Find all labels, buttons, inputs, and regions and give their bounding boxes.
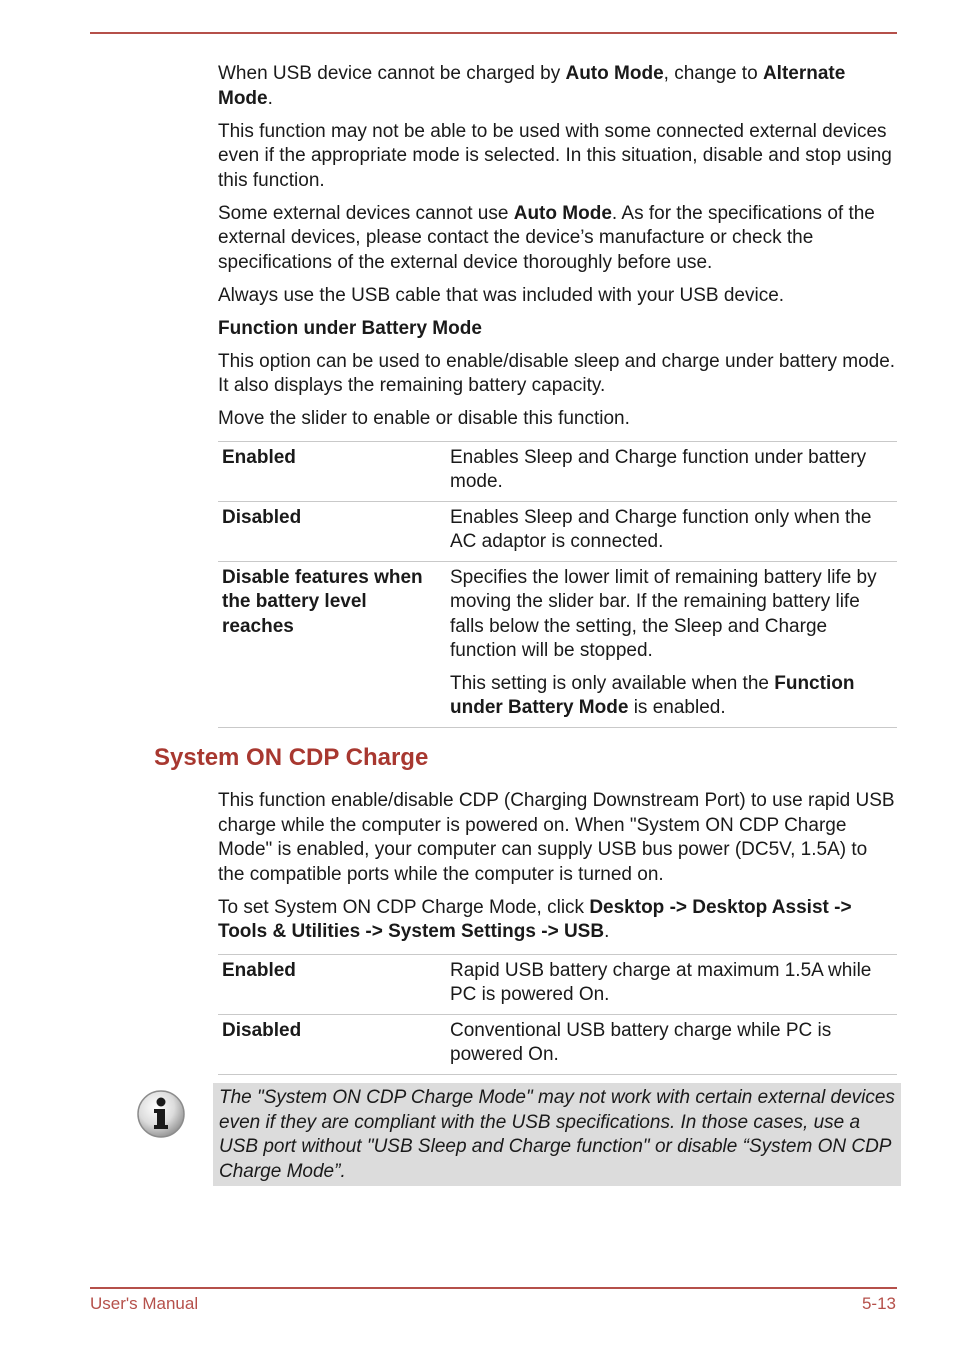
row-description-text: Specifies the lower limit of remaining battery life by moving the slider bar. If the remaining battery life falls below the setting, the Sleep and Charge function will be stopped. [450, 566, 877, 661]
row-term: Enabled [222, 446, 296, 468]
row-description: Enables Sleep and Charge function only when the AC adaptor is connected. [450, 506, 872, 552]
row-description-note [450, 672, 893, 721]
row-term: Enabled [222, 959, 296, 981]
text-run: This setting is only available when the [450, 672, 775, 694]
bold-run: Function under Battery Mode [450, 672, 855, 718]
text-run: To set System ON CDP Charge Mode, click [218, 896, 590, 918]
row-term: Disable features when the battery level reaches [222, 566, 423, 637]
bold-run: Auto Mode [565, 63, 664, 84]
section-paragraph-1: This function enable/disable CDP (Charging Downstream Port) to use rapid USB charge while the computer is powered on. When "System ON CDP Charge Mode" is enabled, your computer can supply USB bus power (DC5V, 1.5A) to the compatible ports while the computer is turned on. [218, 790, 895, 885]
row-term: Disabled [222, 1019, 302, 1041]
section-content [218, 789, 898, 1075]
intro-paragraph-6: Move the slider to enable or disable this function. [218, 408, 630, 429]
text-run: , change to [663, 63, 763, 84]
table-row [218, 561, 897, 727]
note-text: The "System ON CDP Charge Mode" may not work with certain external devices even if they are compliant with the USB specifications. In those cases, use a USB port without "USB Sleep and Charge function" or disable “System ON CDP Charge Mode”. [219, 1087, 895, 1182]
intro-paragraph-2: This function may not be able to be used with some connected external devices even if the appropriate mode is selected. In this situation, disable and stop using this function. [218, 120, 892, 191]
text-run: Some external devices cannot use [218, 202, 514, 224]
table-row [218, 1014, 897, 1074]
row-description: Rapid USB battery charge at maximum 1.5A while PC is powered On. [450, 959, 872, 1005]
row-description: Conventional USB battery charge while PC is powered On. [450, 1019, 832, 1065]
text-run: . [267, 87, 273, 109]
footer-manual-title: User's Manual [90, 1294, 199, 1313]
bold-run: Auto Mode [513, 202, 612, 224]
note-box [213, 1083, 901, 1186]
bold-run: Alternate Mode [218, 63, 846, 109]
subheading-battery-mode: Function under Battery Mode [218, 317, 482, 339]
text-run: . As for the specifications of the external devices, please contact the device’s manufacture or check the specifications of the external device thoroughly before use. [218, 202, 875, 273]
table-row [218, 954, 897, 1014]
intro-paragraph-5: This option can be used to enable/disable sleep and charge under battery mode. It also displays the remaining battery capacity. [218, 350, 896, 396]
cdp-charge-table [218, 954, 897, 1075]
intro-content [218, 62, 898, 728]
info-icon [136, 1089, 186, 1139]
row-term: Disabled [222, 506, 302, 528]
header-rule [90, 32, 897, 34]
text-run: is enabled. [628, 697, 726, 718]
intro-paragraph-1 [218, 62, 898, 111]
table-row [218, 501, 897, 561]
section-paragraph-2 [218, 896, 898, 945]
section-title: System ON CDP Charge [154, 744, 429, 771]
footer-rule [90, 1287, 897, 1289]
text-run: . [604, 921, 610, 942]
bold-run: Desktop -> Desktop Assist -> Tools & Utilities -> System Settings -> USB [218, 896, 852, 942]
text-run: When USB device cannot be charged by [218, 63, 566, 84]
row-description [442, 561, 897, 727]
intro-paragraph-3 [218, 202, 898, 276]
table-row [218, 441, 897, 501]
row-description: Enables Sleep and Charge function under battery mode. [450, 446, 867, 492]
battery-mode-table [218, 441, 897, 728]
footer-page-number: 5-13 [861, 1294, 896, 1313]
intro-paragraph-4: Always use the USB cable that was included with your USB device. [218, 284, 785, 306]
